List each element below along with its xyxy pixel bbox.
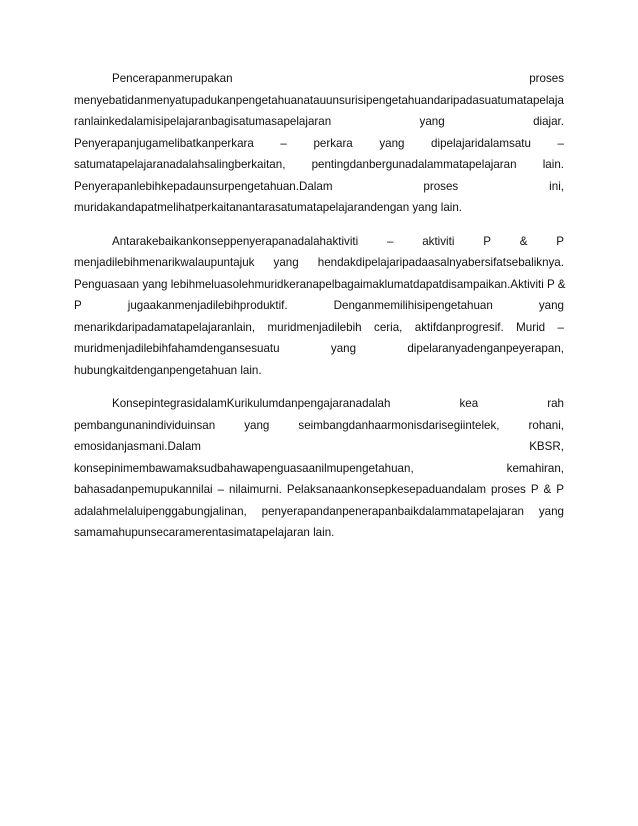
text-word: yang — [273, 256, 299, 269]
text-word: ceria, — [374, 320, 403, 334]
text-word: ini, — [549, 179, 564, 193]
text-word: adalahmelaluipenggabungjalinan, — [74, 504, 247, 518]
paragraph-1 — [74, 68, 564, 219]
text-word: perkara — [313, 136, 353, 150]
text-word: satumatapelajaranadalahsalingberkaitan, — [74, 158, 286, 171]
text-word: pentingdanbergunadalammatapelajaran — [311, 158, 517, 171]
paragraph-2 — [74, 231, 564, 382]
text-word: Denganmemilihisipengetahuan — [333, 299, 493, 312]
text-word: yang — [330, 342, 357, 355]
text-line — [74, 111, 564, 133]
text-word: proses — [423, 179, 459, 193]
text-word: samamahupunsecaramerentasimatapelajaran lain. — [74, 526, 335, 539]
text-word: yang — [379, 136, 405, 150]
text-line — [74, 436, 564, 458]
text-word: rohani, — [528, 418, 564, 432]
text-word: – — [557, 136, 564, 150]
text-word: hendakdipelajaripadaasalnyabersifatsebaliknya. — [317, 256, 564, 269]
text-word: Antarakebaikankonseppenyerapanadalahaktiviti — [112, 234, 359, 248]
text-word: P — [556, 483, 564, 496]
text-word: KonsepintegrasidalamKurikulumdanpengajaranadalah — [112, 397, 391, 410]
text-line — [74, 479, 564, 501]
text-word: menarikdaripadamatapelajaranlain, — [74, 320, 256, 334]
document-body — [74, 68, 564, 556]
text-word: emosidanjasmani.Dalam — [74, 440, 201, 453]
text-word: Pencerapanmerupakan — [112, 72, 233, 85]
text-word: P — [74, 299, 82, 312]
text-line — [74, 338, 564, 360]
text-word: ranlainkedalamisipelajaranbagisatumasapelajaran — [74, 115, 332, 128]
text-word: menyebatidanmenyatupadukanpengetahuanatauunsurisipengetahuandaripadasuatumatapelaja — [74, 93, 564, 107]
text-word: penyerapandanpenerapanbaikdalammatapelajaran — [261, 504, 524, 518]
text-word: dipelajaridalamsatu — [431, 136, 531, 150]
text-word: aktifdanprogresif. — [414, 320, 504, 334]
text-line — [74, 133, 564, 155]
text-word: Murid — [516, 320, 546, 334]
text-word: & — [519, 234, 528, 248]
text-word: yang — [538, 299, 564, 312]
text-word: Pelaksanaankonsepkesepaduandalam — [286, 483, 487, 496]
text-word: konsepinimembawamaksudbahawapenguasaanilmupengetahuan, — [74, 461, 414, 475]
text-word: aktiviti — [422, 234, 455, 248]
text-word: bahasadanpemupukannilai — [74, 483, 213, 496]
text-word: dipelaranyadenganpeyerapan, — [407, 342, 564, 355]
text-word: yang — [244, 418, 270, 432]
text-word: seimbangdanhaarmonisdarisegiintelek, — [298, 418, 500, 432]
text-line — [74, 231, 564, 253]
text-line — [74, 458, 564, 480]
text-word: – — [557, 320, 564, 334]
text-line — [74, 252, 564, 274]
text-word: hubungkaitdenganpengetahuan lain. — [74, 363, 262, 377]
paragraph-3 — [74, 393, 564, 544]
text-line — [74, 415, 564, 437]
text-word: pembangunanindividuinsan — [74, 418, 216, 432]
text-word: yang — [419, 115, 445, 128]
text-word: P — [556, 234, 564, 248]
text-word: muridmenjadilebih — [267, 320, 362, 334]
text-word: muridmenjadilebihfahamdengansesuatu — [74, 342, 280, 355]
text-line — [74, 68, 564, 90]
text-line — [74, 176, 564, 198]
text-word: – — [217, 483, 225, 496]
text-line — [74, 522, 564, 544]
text-word: lain. — [542, 158, 564, 171]
text-word: kea — [459, 397, 479, 410]
text-word: proses — [529, 72, 564, 85]
text-line — [74, 90, 564, 112]
text-line — [74, 360, 564, 382]
text-word: P — [530, 483, 539, 496]
text-word: yang — [538, 504, 564, 518]
text-word: Penyerapanjugamelibatkanperkara — [74, 136, 254, 150]
text-line — [74, 501, 564, 523]
text-word: Penguasaan yang lebihmeluasolehmuridkeranapelbagaimaklumatdapatdisampaikan.Aktiviti P & — [74, 277, 566, 291]
text-word: nilaimurni. — [229, 483, 282, 496]
text-word: proses — [491, 483, 526, 496]
text-line — [74, 274, 564, 296]
text-line — [74, 154, 564, 176]
text-word: diajar. — [533, 115, 564, 128]
text-word: P — [483, 234, 491, 248]
text-line — [74, 393, 564, 415]
text-line — [74, 317, 564, 339]
text-word: & — [543, 483, 552, 496]
text-word: Penyerapanlebihkepadaunsurpengetahuan.Dalam — [74, 179, 333, 193]
text-word: – — [387, 234, 394, 248]
text-word: KBSR, — [529, 440, 564, 453]
text-word: rah — [547, 397, 564, 410]
text-word: kemahiran, — [506, 461, 564, 475]
text-line — [74, 295, 564, 317]
text-word: jugaakanmenjadilebihproduktif. — [127, 299, 288, 312]
text-word: muridakandapatmelihatperkaitanantarasatumatapelajarandengan yang lain. — [74, 201, 463, 214]
text-word: menjadilebihmenarikwalaupuntajuk — [74, 256, 255, 269]
text-word: – — [280, 136, 287, 150]
text-line — [74, 197, 564, 219]
